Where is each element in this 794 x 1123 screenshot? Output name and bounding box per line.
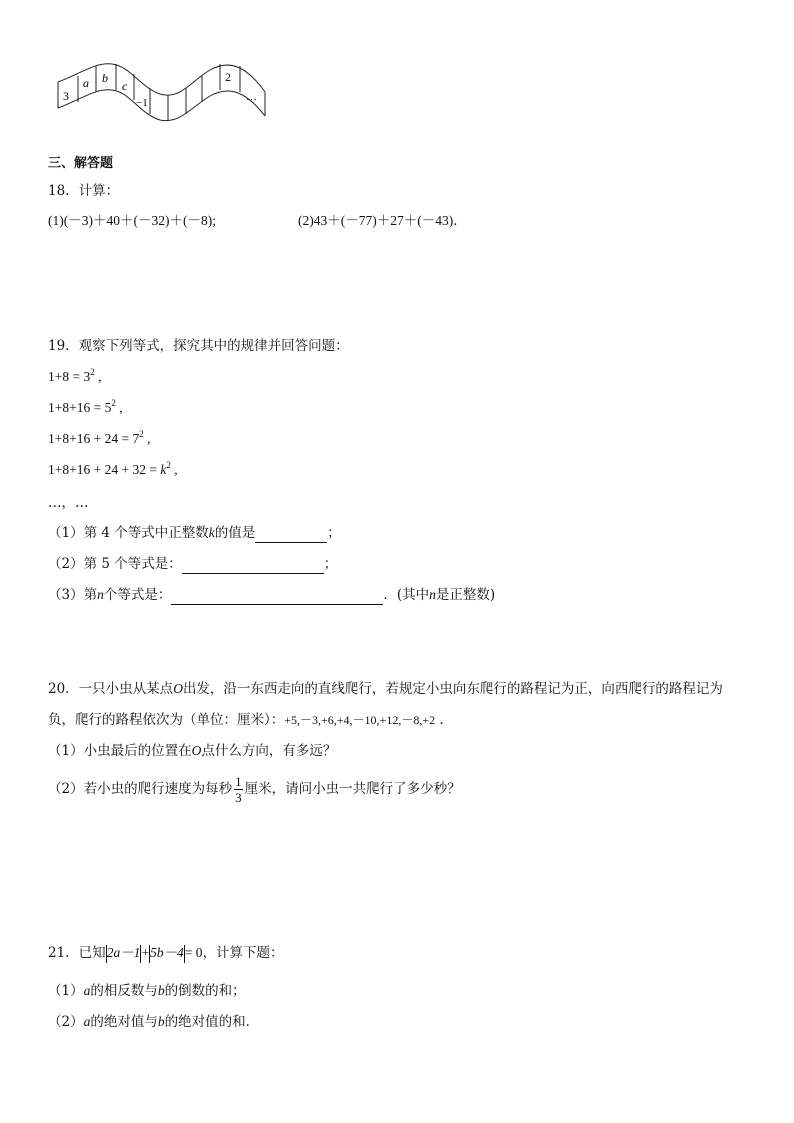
ribbon-label-neg1: −1 bbox=[136, 97, 148, 109]
q20-line2 bbox=[48, 711, 444, 729]
q20-sub2-post: 厘米，请问小虫一共爬行了多少秒？ bbox=[244, 781, 461, 797]
q21-sub1 bbox=[48, 982, 246, 1000]
q20-fraction bbox=[234, 774, 243, 805]
q20-sub1-post: 点什么方向，有多远？ bbox=[201, 743, 337, 759]
q21-sub2-mid: 的绝对值与 bbox=[90, 1014, 158, 1030]
q21-post: ，计算下题： bbox=[202, 945, 284, 961]
q21-plus: + bbox=[141, 945, 150, 960]
q19-eq3-exp: 2 bbox=[139, 429, 144, 439]
q19-sub1-end: ； bbox=[327, 525, 341, 541]
q21-sub2-b: b bbox=[157, 1014, 165, 1029]
q19-eq2-lhs: 1+8+16 = 5 bbox=[48, 400, 112, 415]
q20-line2-end: . bbox=[435, 712, 444, 728]
q19-eq3-tail: , bbox=[143, 431, 151, 446]
q19-eq2 bbox=[48, 399, 123, 417]
q19-eq2-exp: 2 bbox=[111, 398, 116, 408]
q21-sub2-post: 的绝对值的和． bbox=[164, 1014, 260, 1030]
q21-pre: 21．已知 bbox=[48, 945, 106, 961]
q20-sub1-pre: （1）小虫最后的位置在 bbox=[48, 743, 192, 759]
ribbon-label-b: b bbox=[102, 71, 108, 85]
q20-sub2 bbox=[48, 772, 461, 806]
q20-sequence: +5,－3,+6,+4,－10,+12,－8,+2 bbox=[284, 713, 436, 727]
q20-line1-post: 出发，沿一东西走向的直线爬行，若规定小虫向东爬行的路程记为正，向西爬行的路程记为 bbox=[182, 681, 723, 697]
q19-sub3-pre: （3）第 bbox=[48, 587, 98, 603]
q19-sub1-var: k bbox=[208, 525, 215, 540]
q19-sub3-post: 是正整数) bbox=[435, 587, 496, 603]
number-ribbon-figure bbox=[50, 52, 290, 122]
q19-eq4 bbox=[48, 461, 178, 479]
q20-point: O bbox=[173, 681, 183, 696]
q21-sub1-b: b bbox=[157, 983, 165, 998]
q19-sub3-mid: 个等式是： bbox=[103, 587, 172, 603]
q20-frac-num: 1 bbox=[235, 774, 242, 789]
q19-eq4-var: k bbox=[160, 462, 167, 477]
q18-part2: (2)43＋(－77)＋27＋(－43)． bbox=[298, 213, 467, 228]
q19-eq1-exp: 2 bbox=[90, 367, 95, 377]
q19-eq4-exp: 2 bbox=[166, 460, 171, 470]
q19-sub3-var: n bbox=[97, 587, 104, 602]
q21-abs2: 5b－4 bbox=[150, 945, 184, 960]
q19-sub2-end: ； bbox=[323, 556, 338, 572]
q20-sub1 bbox=[48, 742, 336, 760]
ribbon-label-ellipsis: … bbox=[246, 91, 257, 103]
q21-abs1: 2a－1 bbox=[106, 945, 141, 960]
ribbon-label-3: 3 bbox=[63, 89, 69, 103]
q19-eq2-tail: , bbox=[115, 400, 123, 415]
q19-eq4-lhs: 1+8+16 + 24 + 32 = bbox=[48, 462, 161, 477]
q21-sub1-post: 的倒数的和； bbox=[164, 983, 246, 999]
ribbon-label-a: a bbox=[83, 76, 89, 90]
ribbon-label-2: 2 bbox=[225, 70, 231, 84]
q20-sub1-point: O bbox=[191, 743, 202, 758]
q18-part1: (1)(－3)＋40＋(－32)＋(－8); bbox=[48, 213, 216, 228]
q18-title: 18．计算： bbox=[48, 183, 120, 199]
q20-line2-pre: 负，爬行的路程依次为（单位：厘米）： bbox=[48, 712, 285, 728]
q19-sub2-pre: （2）第 5 个等式是： bbox=[48, 556, 182, 572]
q19-sub1-blank bbox=[255, 524, 327, 543]
q19-title: 19．观察下列等式，探究其中的规律并回答问题： bbox=[48, 338, 349, 354]
q19-eq1-lhs: 1+8 = 3 bbox=[48, 369, 91, 384]
q21-line bbox=[48, 944, 284, 963]
q19-sub1-pre: （1）第 4 个等式中正整数 bbox=[48, 525, 209, 541]
q19-sub1-post: 的值是 bbox=[214, 525, 256, 541]
q19-sub3-blank bbox=[171, 586, 383, 605]
q21-sub1-pre: （1） bbox=[48, 983, 84, 999]
q19-sub2-blank bbox=[182, 555, 324, 574]
q19-sub3-after: ．(其中 bbox=[383, 587, 430, 603]
q19-eq3-lhs: 1+8+16 + 24 = 7 bbox=[48, 431, 140, 446]
q19-sub1 bbox=[48, 524, 341, 543]
q21-sub2 bbox=[48, 1013, 259, 1031]
q21-sub1-mid: 的相反数与 bbox=[90, 983, 158, 999]
q19-eq1-tail: , bbox=[94, 369, 102, 384]
q21-sub2-pre: （2） bbox=[48, 1014, 84, 1030]
q21-sub1-a: a bbox=[83, 983, 91, 998]
q19-eq1 bbox=[48, 368, 101, 386]
q19-dots: …，… bbox=[48, 495, 89, 511]
q20-line1 bbox=[48, 680, 723, 698]
q21-eq: = 0 bbox=[184, 945, 203, 960]
q19-sub2 bbox=[48, 555, 337, 574]
section-title: 三、解答题 bbox=[48, 156, 114, 171]
ribbon-label-c: c bbox=[122, 79, 128, 93]
q19-eq3 bbox=[48, 430, 150, 448]
q20-line1-pre: 20．一只小虫从某点 bbox=[48, 681, 174, 697]
q20-sub2-pre: （2）若小虫的爬行速度为每秒 bbox=[48, 781, 233, 797]
q19-sub3 bbox=[48, 586, 495, 605]
q20-frac-den: 3 bbox=[235, 790, 242, 805]
q19-eq4-tail: , bbox=[170, 462, 178, 477]
q21-sub2-a: a bbox=[83, 1014, 91, 1029]
q19-sub3-var2: n bbox=[429, 587, 436, 602]
